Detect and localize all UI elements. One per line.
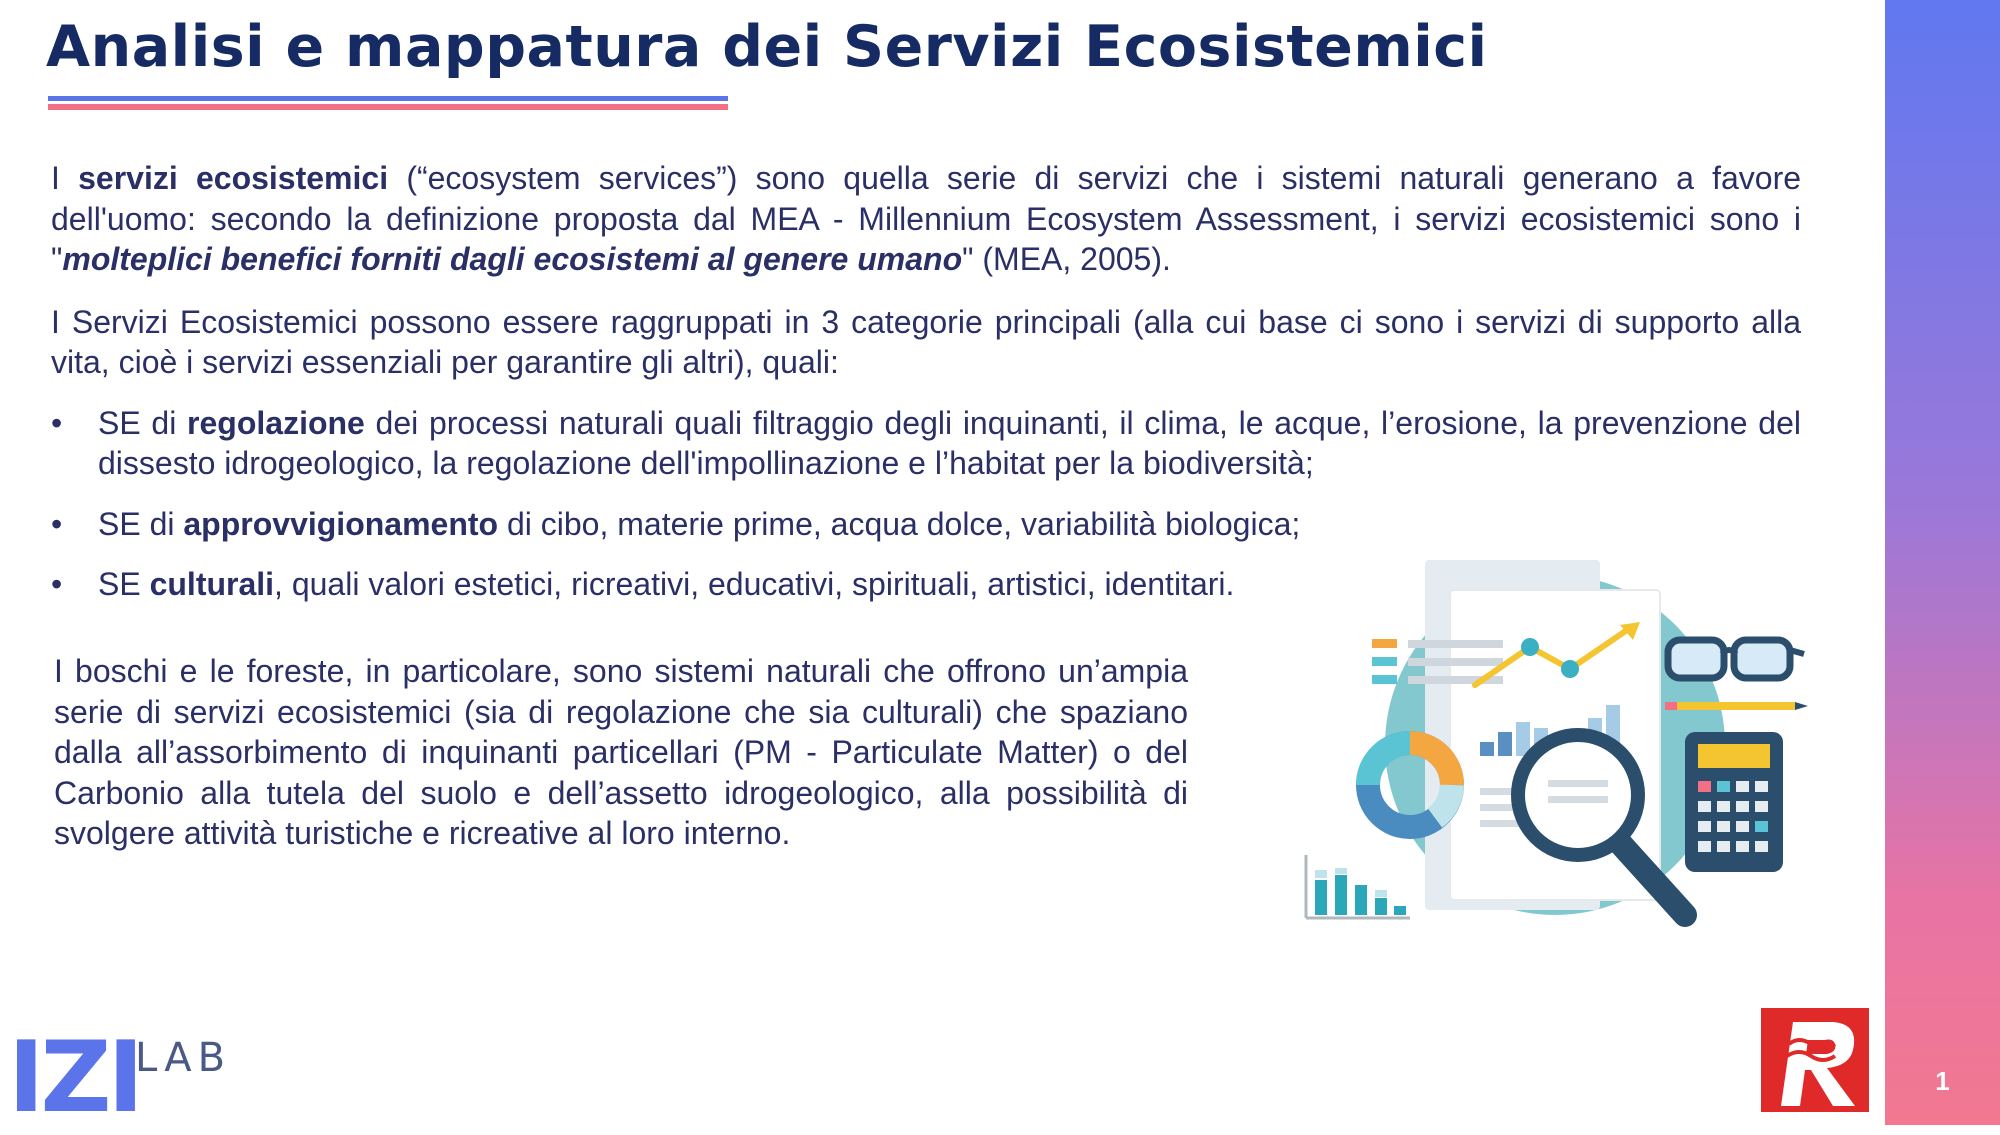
glasses-icon (1668, 640, 1804, 678)
intro-text-3: " (MEA, 2005). (962, 241, 1171, 277)
side-gradient-band (1885, 0, 2000, 1125)
intro-bold-term: servizi ecosistemici (78, 160, 389, 196)
intro-paragraph (51, 158, 1801, 280)
forest-paragraph: I boschi e le foreste, in particolare, sono sistemi naturali che offrono un’ampia serie di servizi ecosistemici (sia di regolazione che sia culturali) che spaziano dalla all’assorbimento di inquinanti particellari (PM - Particulate Matter) o del Carbonio alla tutela del suolo e dell’assetto idrogeologico, alla possibilità di svolgere attività turistiche e ricreative al loro interno. (54, 653, 1188, 851)
intro-quote: molteplici benefici forniti dagli ecosistemi al genere umano (62, 241, 963, 277)
bullet-prefix: SE di (98, 404, 188, 441)
bullet-prefix: SE di (98, 505, 184, 542)
bullet-prefix: SE (98, 566, 150, 602)
bullet-icon: • (51, 505, 63, 542)
region-r-logo (1761, 1008, 1869, 1112)
list-item (51, 504, 1801, 545)
slide-title: Analisi e mappatura dei Servizi Ecosistemici (46, 14, 1488, 80)
data-analysis-illustration (1290, 550, 1830, 950)
data-report-icon (1290, 550, 1830, 950)
bullet-description: , quali valori estetici, ricreativi, educativi, spirituali, artistici, identitari. (274, 566, 1235, 602)
title-underline-blue (48, 96, 728, 101)
bullet-description: dei processi naturali quali filtraggio degli inquinanti, il clima, le acque, l’erosione, la prevenzione del dissesto idrogeologico, la regolazione dell'impollinazione e l’habitat per la biodiversità; (98, 404, 1802, 481)
izi-logo-text: IZI (8, 1021, 140, 1135)
pencil-icon (1665, 702, 1808, 710)
intro-text-2: (“ecosystem services”) sono quella serie di servizi che i sistemi naturali generano a favore dell'uomo: secondo la definizione proposta dal MEA - Millennium Ecosystem Assessment, i servizi ecosistemici sono i " (51, 160, 1802, 277)
categories-intro: I Servizi Ecosistemici possono essere raggruppati in 3 categorie principali (alla cui base ci sono i servizi di supporto alla vita, cioè i servizi essenziali per garantire gli altri), quali: (51, 303, 1801, 380)
r-logo-icon (1761, 1008, 1869, 1112)
bullet-description: di cibo, materie prime, acqua dolce, variabilità biologica; (498, 505, 1301, 542)
bullet-keyword: culturali (149, 566, 275, 602)
lab-logo-text: LAB (135, 1035, 232, 1081)
title-underline-pink (48, 104, 728, 110)
small-bar-chart-icon (1306, 855, 1410, 918)
bullet-keyword: approvvigionamento (183, 505, 499, 542)
bullet-icon: • (51, 404, 63, 441)
bullet-icon: • (51, 566, 63, 602)
intro-text-1: I (51, 160, 79, 196)
bullet-keyword: regolazione (187, 404, 365, 441)
izi-lab-logo (8, 1021, 232, 1135)
calculator-icon (1685, 732, 1783, 872)
list-item (51, 403, 1801, 484)
page-number: 1 (1935, 1066, 1950, 1096)
